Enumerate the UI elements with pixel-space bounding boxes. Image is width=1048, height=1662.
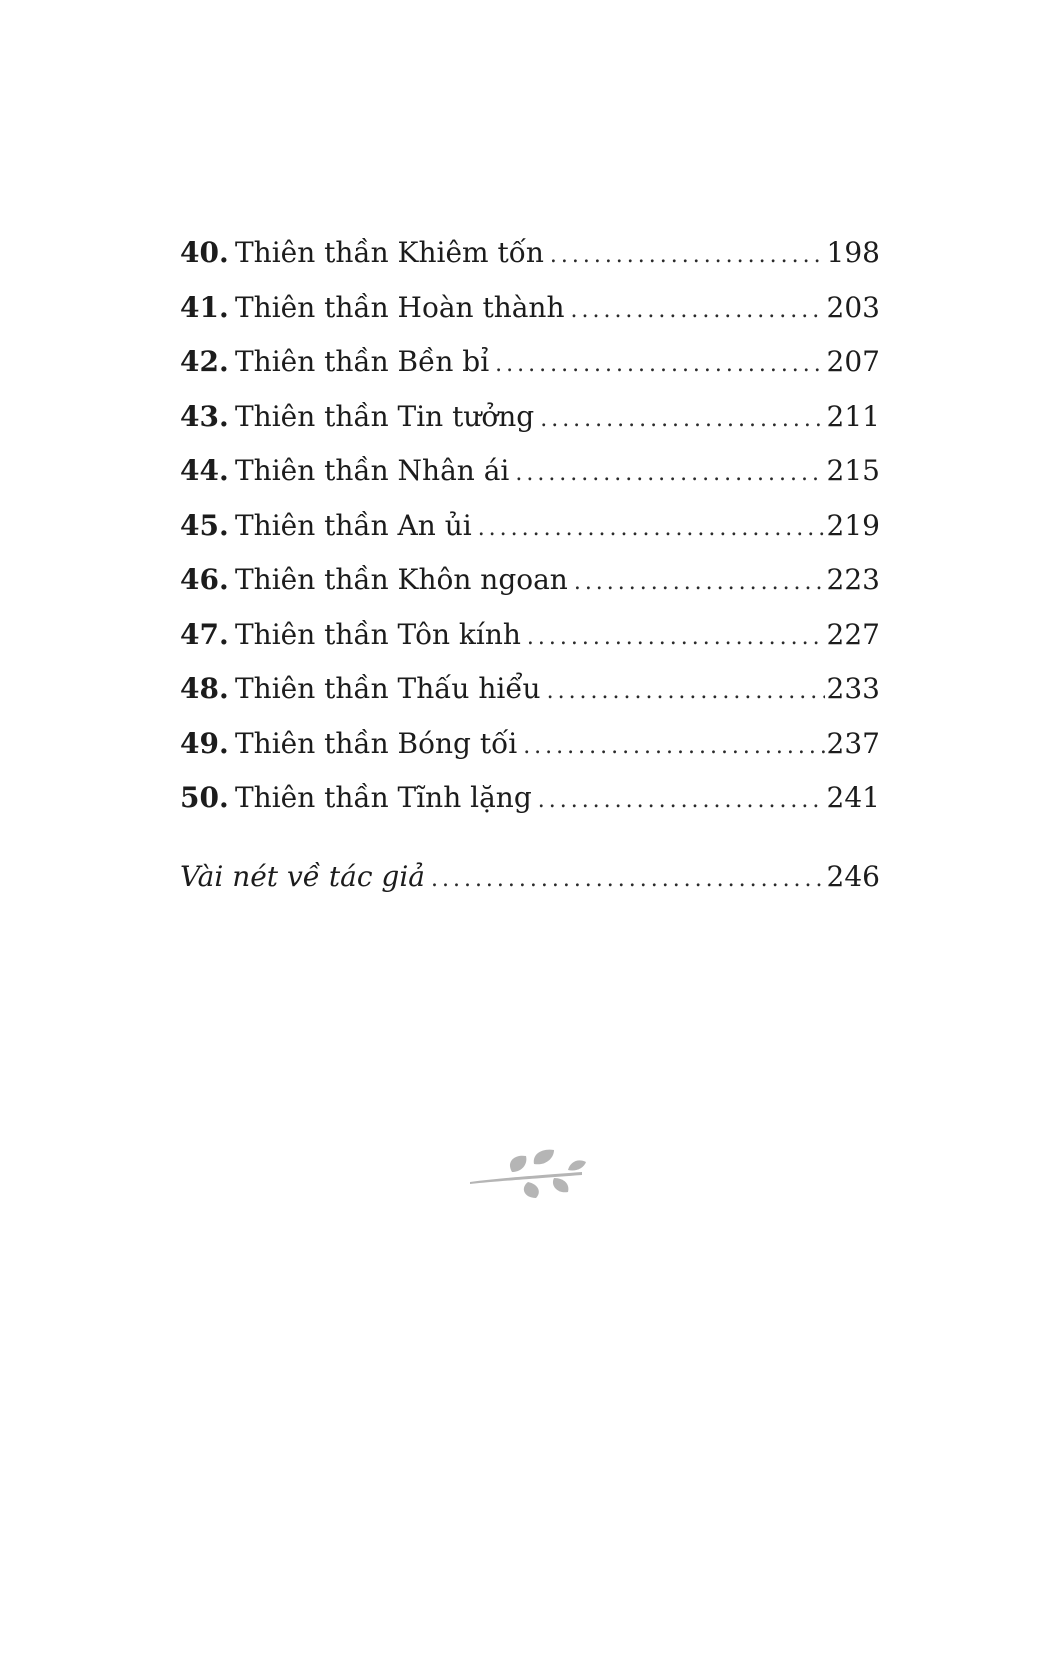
toc-entry-47[interactable]	[180, 608, 880, 663]
toc-entry-number: 45.	[180, 508, 229, 542]
toc-entry-number: 46.	[180, 563, 229, 596]
toc-entry-title: Vài nét về tác giả	[180, 859, 425, 893]
toc-entry-45[interactable]	[180, 499, 880, 554]
toc-entry-number: 40.	[180, 236, 229, 269]
dot-leader	[540, 393, 824, 448]
toc-entry-about-author[interactable]	[180, 850, 880, 905]
toc-entry-page: 246	[826, 859, 880, 893]
toc-entry-title: Thiên thần An ủi	[235, 508, 472, 542]
dot-leader	[515, 447, 824, 502]
toc-entry-44[interactable]	[180, 444, 880, 499]
toc-entry-page: 219	[826, 508, 880, 542]
leaf-branch-icon	[470, 1148, 590, 1204]
toc-entry-title: Thiên thần Khôn ngoan	[235, 563, 568, 596]
toc-entry-number: 44.	[180, 454, 229, 487]
toc-entry-48[interactable]	[180, 662, 880, 717]
toc-entry-page: 207	[826, 345, 880, 378]
toc-entry-41[interactable]	[180, 281, 880, 336]
toc-entry-number: 43.	[180, 399, 229, 433]
toc-entry-46[interactable]	[180, 553, 880, 608]
toc-entry-page: 241	[826, 781, 880, 814]
dot-leader	[523, 720, 824, 775]
toc-entry-number: 47.	[180, 617, 229, 651]
toc-entry-50[interactable]	[180, 771, 880, 826]
toc-entry-42[interactable]	[180, 335, 880, 390]
toc-entry-title: Thiên thần Bóng tối	[235, 726, 518, 760]
toc-entry-number: 42.	[180, 345, 229, 378]
toc-entry-title: Thiên thần Tôn kính	[235, 617, 521, 651]
dot-leader	[574, 556, 825, 611]
toc-entry-43[interactable]	[180, 390, 880, 445]
toc-entry-number: 49.	[180, 726, 229, 760]
dot-leader	[527, 611, 825, 666]
toc-entry-title: Thiên thần Hoàn thành	[235, 290, 565, 324]
toc-entry-number: 41.	[180, 290, 229, 324]
toc-entry-title: Thiên thần Bền bỉ	[235, 345, 490, 378]
toc-entry-title: Thiên thần Tin tưởng	[235, 399, 535, 433]
toc-entry-page: 227	[826, 617, 880, 651]
dot-leader	[495, 338, 824, 393]
toc-entry-title: Thiên thần Khiêm tốn	[235, 236, 544, 269]
dot-leader	[550, 229, 825, 284]
toc-entry-number: 50.	[180, 781, 229, 814]
toc-entry-page: 237	[826, 726, 880, 760]
dot-leader	[547, 665, 825, 720]
toc-entry-page: 203	[826, 290, 880, 324]
dot-leader	[571, 284, 825, 339]
toc-entry-page: 233	[826, 672, 880, 705]
dot-leader	[538, 774, 825, 829]
toc-entry-page: 211	[826, 399, 880, 433]
toc-entry-page: 223	[826, 563, 880, 596]
table-of-contents	[180, 226, 880, 904]
toc-entry-49[interactable]	[180, 717, 880, 772]
toc-entry-40[interactable]	[180, 226, 880, 281]
toc-entry-page: 215	[826, 454, 880, 487]
dot-leader	[431, 853, 825, 908]
toc-entry-title: Thiên thần Thấu hiểu	[235, 672, 541, 705]
toc-entry-title: Thiên thần Tĩnh lặng	[235, 781, 532, 814]
toc-entry-number: 48.	[180, 672, 229, 705]
toc-entry-title: Thiên thần Nhân ái	[235, 454, 510, 487]
toc-entry-page: 198	[826, 236, 880, 269]
dot-leader	[478, 502, 825, 557]
